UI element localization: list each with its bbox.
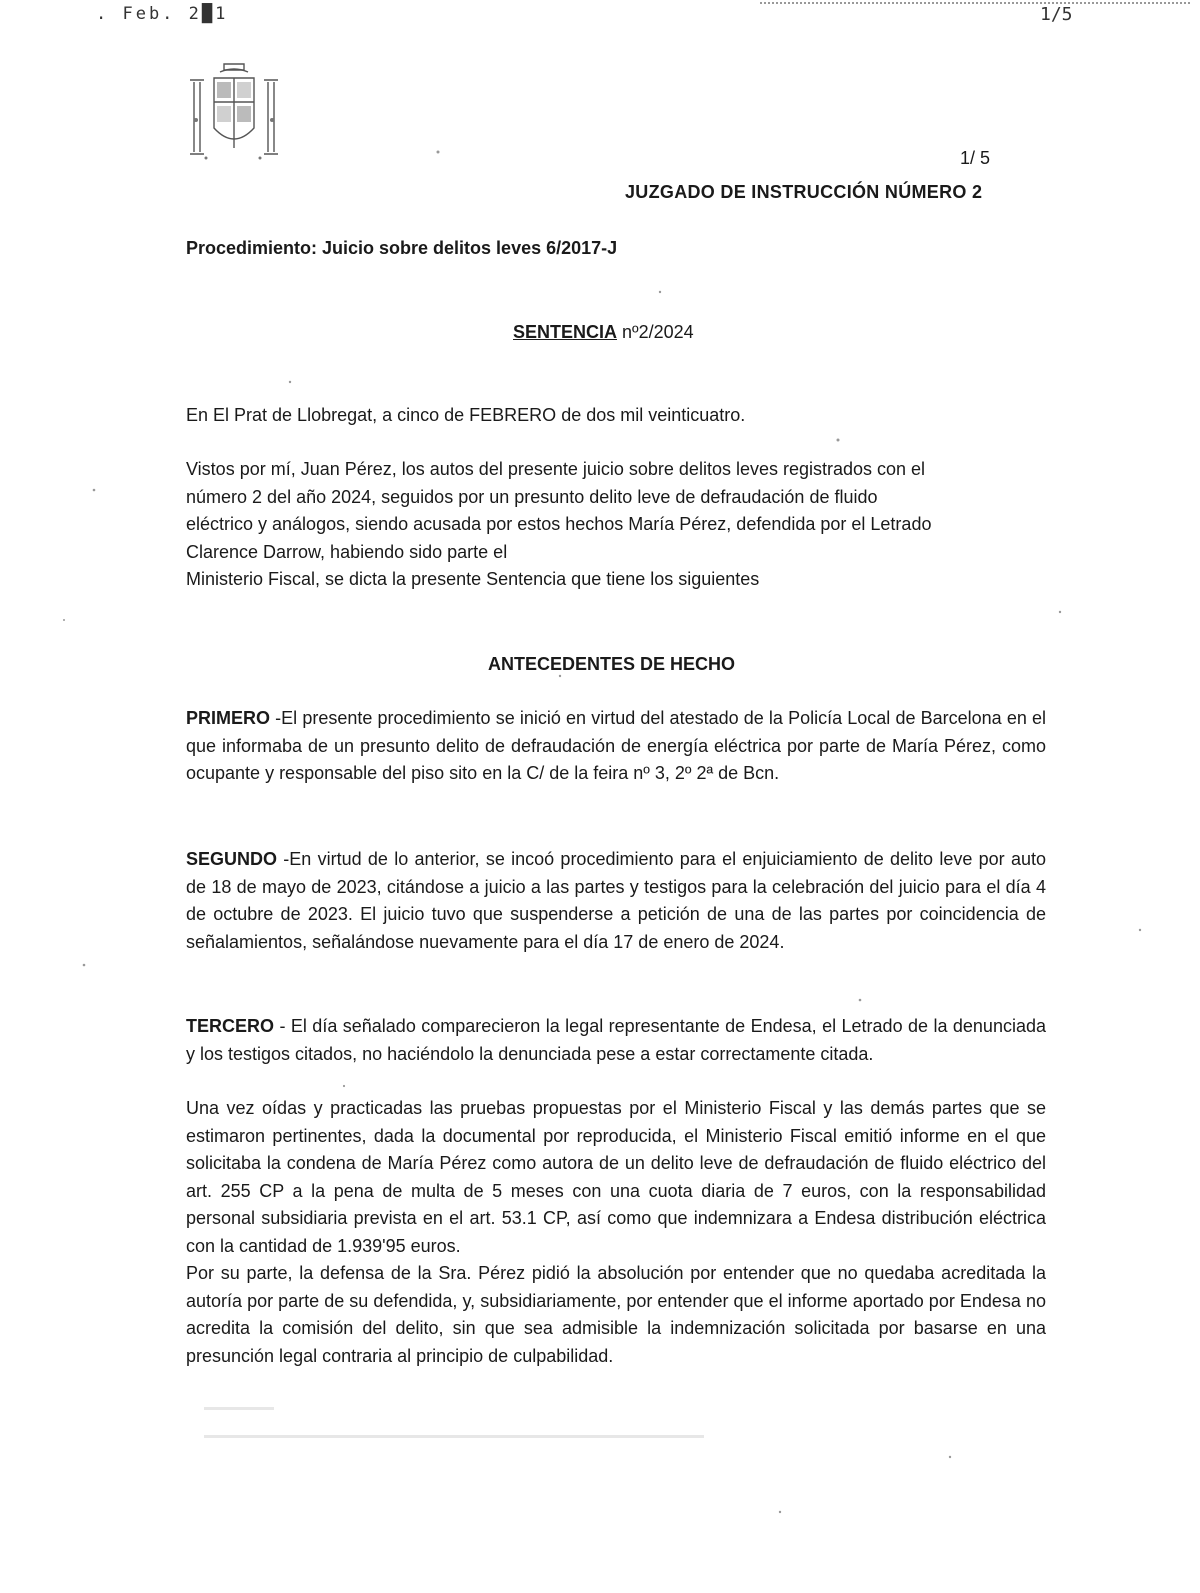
coat-of-arms-icon <box>186 60 282 164</box>
tercero-text: - El día señalado comparecieron la legal representante de Endesa, el Letrado de la denunciada y los testigos citados, no haciéndolo la denunciada pese a estar correctamente citada. <box>186 1016 1046 1064</box>
segundo-text: -En virtud de lo anterior, se incoó procedimiento para el enjuiciamiento de delito leve por auto de 18 de mayo de 2023, citándose a juicio a las partes y testigos para la celebración del juicio para el día 4 de octubre de 2023. El juicio tuvo que suspenderse a petición de una de las partes por coincidencia de señalamientos, señalándose nuevamente para el día 17 de enero de 2024. <box>186 849 1046 952</box>
primero-paragraph <box>186 705 1046 788</box>
intro-line: Clarence Darrow, habiendo sido parte el <box>186 541 508 562</box>
place-date: En El Prat de Llobregat, a cinco de FEBRERO de dos mil veinticuatro. <box>186 405 746 425</box>
intro-line: Ministerio Fiscal, se dicta la presente Sentencia que tiene los siguientes <box>186 569 760 589</box>
page-number: 1/ 5 <box>960 148 991 168</box>
intro-line: eléctrico y análogos, siendo acusada por estos hechos María Pérez, defendida por el Letrado <box>186 514 932 534</box>
sentence-label: SENTENCIA <box>513 322 618 342</box>
section-title: ANTECEDENTES DE HECHO <box>488 654 736 674</box>
fax-header-page: 1/5 <box>1040 4 1073 25</box>
procedure-line: Procedimiento: Juicio sobre delitos leves 6/2017-J <box>186 238 618 258</box>
sentence-heading <box>513 322 694 343</box>
intro-paragraph <box>186 456 1046 594</box>
tercero-paragraph <box>186 1013 1046 1068</box>
segundo-label: SEGUNDO <box>186 849 278 869</box>
intro-line: Vistos por mí, Juan Pérez, los autos del presente juicio sobre delitos leves registrados con el <box>186 459 926 479</box>
intro-line: número 2 del año 2024, seguidos por un presunto delito leve de defraudación de fluido <box>186 486 878 507</box>
tercero-paragraph-3: Por su parte, la defensa de la Sra. Pérez pidió la absolución por entender que no quedaba acreditada la autoría por parte de su defendida, y, subsidiariamente, por entender que el informe aportado por Endesa no acredita la comisión del delito, sin que sea admisible la indemnización solicitada por basarse en una presunción legal contraria al principio de culpabilidad. <box>186 1263 1046 1366</box>
primero-label: PRIMERO <box>186 708 271 728</box>
primero-text: -El presente procedimiento se inició en virtud del atestado de la Policía Local de Barcelona en el que informaba de un presunto delito de defraudación de energía eléctrica por parte de María Pérez, como ocupante y responsable del piso sito en la C/ de la feira nº 3, 2º 2ª de Bcn. <box>186 708 1046 783</box>
fax-header-rule <box>760 2 1190 10</box>
court-title: JUZGADO DE INSTRUCCIÓN NÚMERO 2 <box>625 182 983 202</box>
segundo-paragraph <box>186 846 1046 956</box>
fax-header-date: . Feb. 2█1 <box>96 4 229 24</box>
tercero-paragraph-2: Una vez oídas y practicadas las pruebas propuestas por el Ministerio Fiscal y las demás partes que se estimaron pertinentes, dada la documental por reproducida, el Ministerio Fiscal emitió informe en el que solicitaba la condena de María Pérez como autora de un delito leve de defraudación de fluido eléctrico del art. 255 CP a la pena de multa de 5 meses con una cuota diaria de 7 euros, con la responsabilidad personal subsidiaria prevista en el art. 53.1 CP, así como que indemnizara a Endesa distribución eléctrica con la cantidad de 1.939'95 euros. <box>186 1098 1046 1256</box>
tercero-label: TERCERO <box>186 1016 275 1036</box>
sentence-number: nº2/2024 <box>617 322 694 342</box>
